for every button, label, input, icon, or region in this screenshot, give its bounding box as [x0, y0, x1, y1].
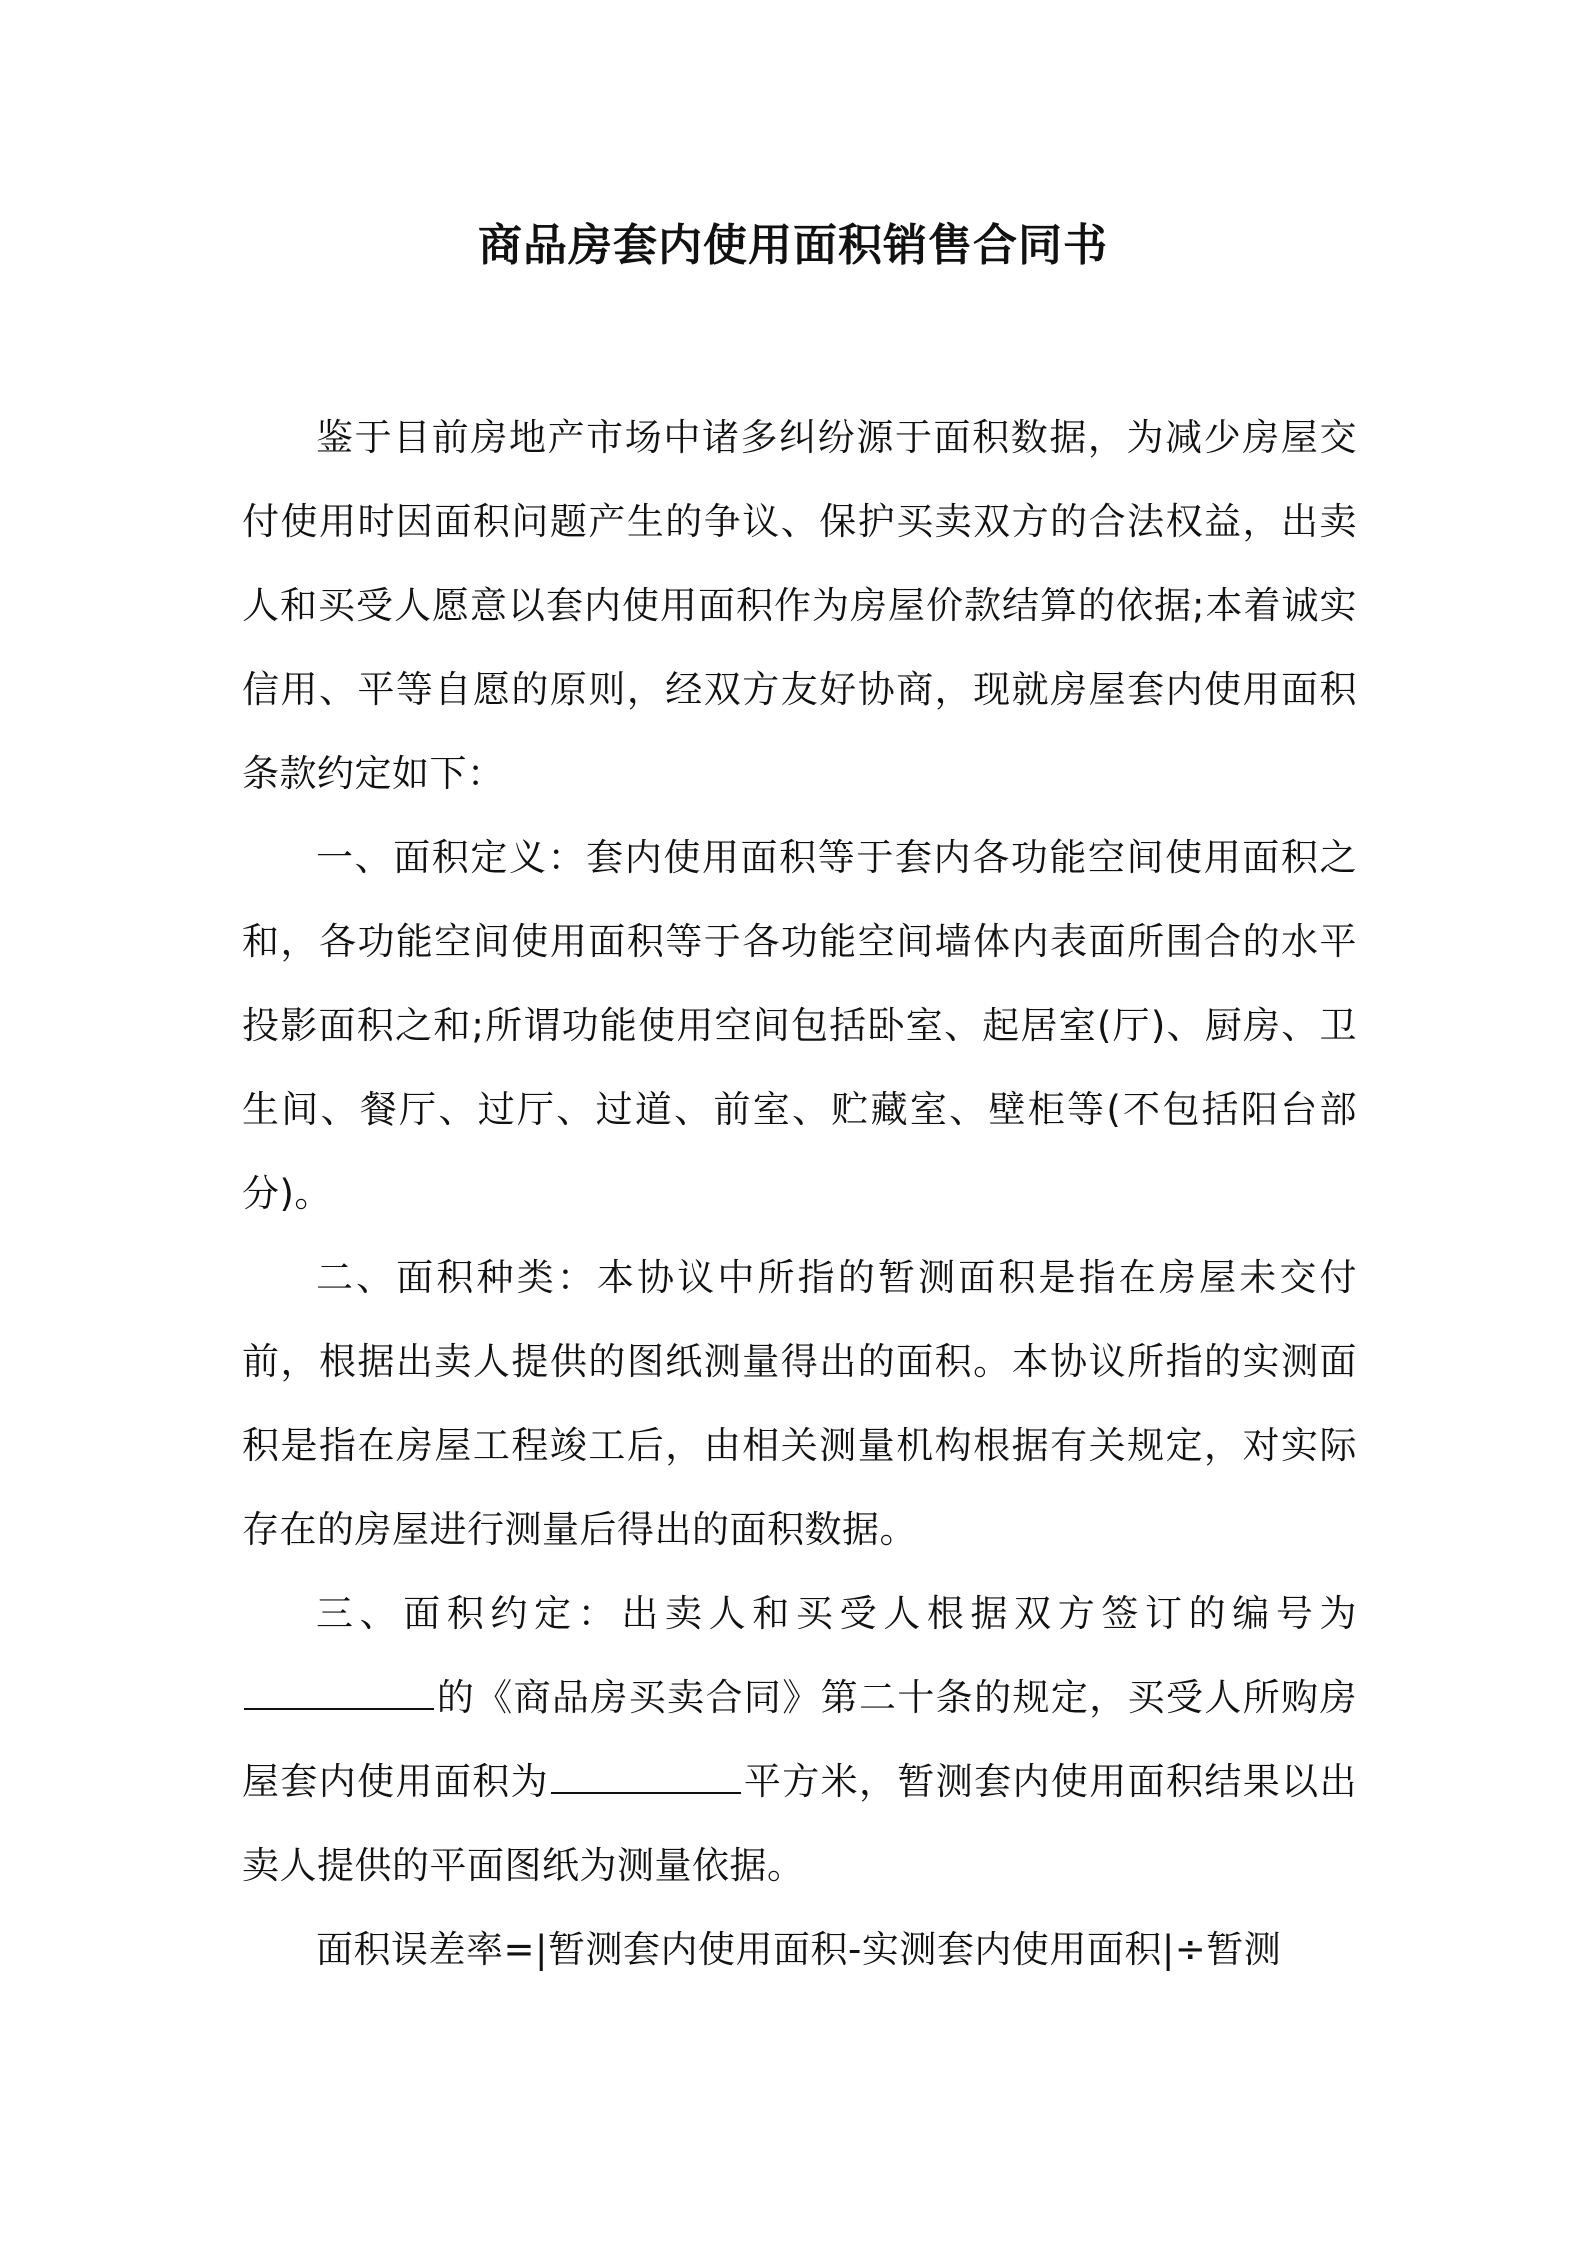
formula-paragraph: 面积误差率=|暂测套内使用面积-实测套内使用面积|÷暂测 [316, 1928, 1282, 1971]
clause-1-paragraph: 一、面积定义：套内使用面积等于套内各功能空间使用面积之和，各功能空间使用面积等于各功能空间墙体内表面所围合的水平投影面积之和;所谓功能使用空间包括卧室、起居室(厅)、厨房、卫生间、餐厅、过厅、过道、前室、贮藏室、壁柜等(不包括阳台部分)。 [242, 836, 1357, 1215]
clause-3-paragraph [242, 1572, 1357, 1908]
clause-3-text-part1: 三、面积约定：出卖人和买受人根据双方签订的编号为 [316, 1592, 1357, 1635]
document-body [242, 396, 1357, 1992]
preamble-paragraph: 鉴于目前房地产市场中诸多纠纷源于面积数据，为减少房屋交付使用时因面积问题产生的争议、保护买卖双方的合法权益，出卖人和买受人愿意以套内使用面积作为房屋价款结算的依据;本着诚实信用、平等自愿的原则，经双方友好协商，现就房屋套内使用面积条款约定如下： [242, 416, 1357, 795]
clause-3-text-part2: 的《商品房买卖合同》第二十条的规定，买受人所购房屋套内使用面积为 [242, 1676, 1357, 1803]
area-value-blank[interactable] [551, 1762, 741, 1794]
contract-number-blank[interactable] [244, 1678, 434, 1710]
clause-2-paragraph: 二、面积种类：本协议中所指的暂测面积是指在房屋未交付前，根据出卖人提供的图纸测量得出的面积。本协议所指的实测面积是指在房屋工程竣工后，由相关测量机构根据有关规定，对实际存在的房屋进行测量后得出的面积数据。 [242, 1256, 1357, 1551]
document-title: 商品房套内使用面积销售合同书 [478, 220, 1108, 271]
clause-3-text-part3: 平方米，暂测套内使用面积结果以出卖人提供的平面图纸为测量依据。 [242, 1760, 1357, 1887]
